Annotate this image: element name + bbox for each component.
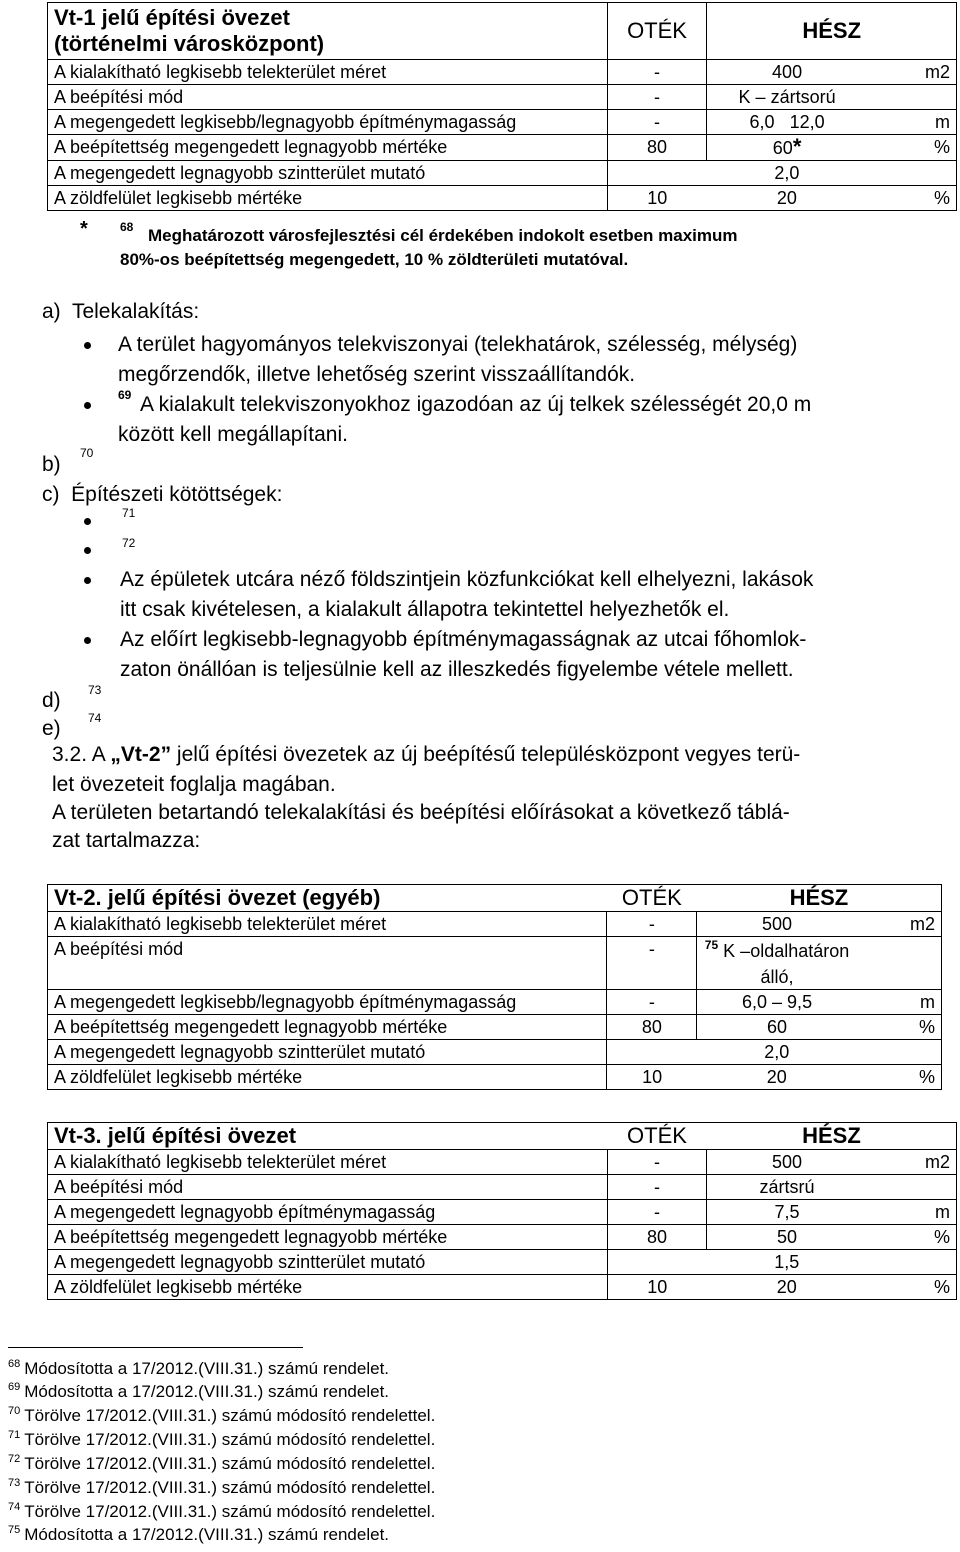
- row-otek: 10: [607, 1065, 697, 1090]
- footnote: [8, 1501, 435, 1525]
- asterisk-mark: *: [792, 134, 802, 159]
- section-c-heading: c) Építészeti kötöttségek:: [42, 483, 283, 506]
- row-hesz: 1,5: [707, 1250, 867, 1275]
- row-label: A megengedett legnagyobb szintterület mutató: [48, 1040, 607, 1065]
- footnote-text: Törölve 17/2012.(VIII.31.) számú módosító rendelettel.: [24, 1406, 436, 1425]
- table-vt1: [47, 2, 957, 211]
- row-unit: %: [867, 1225, 957, 1250]
- section-d-label: d): [42, 689, 61, 712]
- footnote-text: Törölve 17/2012.(VIII.31.) számú módosító rendelettel.: [24, 1478, 436, 1497]
- table-row: [48, 937, 942, 990]
- row-unit: [867, 1250, 957, 1275]
- row-hesz: 60: [772, 138, 793, 158]
- footnote: [8, 1381, 389, 1405]
- bullet4-line1: Az előírt legkisebb-legnagyobb építménymagasságnak az utcai főhomlok-: [120, 628, 807, 651]
- section-d-ref: 73: [88, 683, 102, 697]
- row-label: A beépítési mód: [48, 937, 607, 990]
- table-row: [48, 1150, 957, 1175]
- table-subtitle: (történelmi városközpont): [54, 31, 325, 56]
- table-row: [48, 1015, 942, 1040]
- row-otek: -: [607, 937, 697, 990]
- table-row: [48, 1200, 957, 1225]
- table-row: [48, 990, 942, 1015]
- table-row: [48, 1065, 942, 1090]
- table-header: [48, 1123, 957, 1150]
- mode-line2: álló,: [760, 967, 794, 987]
- footnote-number: 75: [8, 1524, 21, 1536]
- table-row: [48, 1275, 957, 1300]
- bullet-dot: [84, 402, 91, 409]
- para-32-line4: zat tartalmazza:: [52, 829, 201, 852]
- row-hesz: 6,0 12,0: [707, 110, 867, 135]
- row-hesz: 7,5: [707, 1200, 867, 1225]
- section-e-label: e): [42, 717, 61, 740]
- footnote-number: 71: [8, 1429, 21, 1441]
- row-label: A zöldfelület legkisebb mértéke: [48, 1065, 607, 1090]
- note-line2: 80%-os beépítettség megengedett, 10 % zöldterületi mutatóval.: [120, 250, 629, 269]
- footnote-number: 69: [8, 1381, 21, 1393]
- row-hesz: 20: [707, 1275, 867, 1300]
- row-otek: [607, 161, 707, 186]
- row-unit-empty: [857, 937, 942, 990]
- row-otek: 80: [607, 1225, 707, 1250]
- row-unit: m: [857, 990, 942, 1015]
- col-hesz: HÉSZ: [697, 885, 942, 912]
- row-otek: 10: [607, 186, 707, 211]
- bullet-dot: [84, 547, 91, 554]
- table-row: [48, 60, 957, 85]
- footnote: [8, 1524, 389, 1548]
- row-otek: [607, 1040, 697, 1065]
- footnote-text: Módosította a 17/2012.(VIII.31.) számú rendelet.: [24, 1525, 390, 1544]
- row-hesz: K – zártsorú: [707, 85, 867, 110]
- table-row: [48, 161, 957, 186]
- row-hesz: 500: [697, 912, 857, 937]
- row-unit: [867, 161, 957, 186]
- bullet-dot: [84, 637, 91, 644]
- row-label: A megengedett legkisebb/legnagyobb építménymagasság: [48, 990, 607, 1015]
- row-unit: m2: [867, 1150, 957, 1175]
- footnote-number: 74: [8, 1501, 21, 1513]
- bullet3-line1: Az épületek utcára néző földszintjein közfunkciókat kell elhelyezni, lakások: [120, 568, 814, 591]
- bullet2-ref: 69: [118, 388, 132, 402]
- row-otek: -: [607, 1150, 707, 1175]
- row-unit: %: [857, 1015, 942, 1040]
- row-hesz: 500: [707, 1150, 867, 1175]
- row-label: A megengedett legnagyobb szintterület mutató: [48, 161, 608, 186]
- bullet-dot: [84, 342, 91, 349]
- note-ref: 68: [120, 220, 134, 234]
- row-otek: -: [607, 990, 697, 1015]
- bullet2-line1: A kialakult telekviszonyokhoz igazodóan az új telkek szélességét 20,0 m: [140, 393, 812, 416]
- bullet4-line2: zaton önállóan is teljesülnie kell az illeszkedés figyelembe vétele mellett.: [120, 658, 794, 681]
- footnote-number: 73: [8, 1477, 21, 1489]
- row-label: A beépítési mód: [48, 1175, 608, 1200]
- row-label: A kialakítható legkisebb telekterület méret: [48, 60, 608, 85]
- para-32-line2: let övezeteit foglalja magában.: [52, 773, 336, 796]
- bullet-dot: [84, 577, 91, 584]
- row-label: A beépítettség megengedett legnagyobb mértéke: [48, 1015, 607, 1040]
- footnote: [8, 1477, 435, 1501]
- bullet1-line1: A terület hagyományos telekviszonyai (telekhatárok, szélesség, mélység): [118, 333, 798, 356]
- para-32-line1: [52, 740, 800, 770]
- note-line1: Meghatározott városfejlesztési cél érdekében indokolt esetben maximum: [148, 226, 738, 245]
- footnote-text: Módosította a 17/2012.(VIII.31.) számú rendelet.: [24, 1359, 390, 1378]
- row-unit: [867, 1175, 957, 1200]
- row-otek: 80: [607, 1015, 697, 1040]
- row-unit: %: [867, 186, 957, 211]
- row-unit: m: [867, 1200, 957, 1225]
- row-label: A megengedett legkisebb/legnagyobb építménymagasság: [48, 110, 608, 135]
- table-row: [48, 912, 942, 937]
- row-unit: m: [867, 110, 957, 135]
- footnote-number: 68: [8, 1358, 21, 1370]
- col-otek: OTÉK: [607, 1123, 707, 1150]
- footnote-number: 70: [8, 1405, 21, 1417]
- col-otek: OTÉK: [607, 3, 707, 60]
- section-b-label: b): [42, 453, 61, 476]
- table-title: Vt-1 jelű építési övezet: [54, 5, 290, 30]
- bullet1-line2: megőrzendők, illetve lehetőség szerint visszaállítandók.: [118, 363, 636, 386]
- para-32-prefix: 3.2. A: [52, 743, 111, 766]
- row-label: A beépítési mód: [48, 85, 608, 110]
- para-32-line3: A területen betartandó telekalakítási és beépítési előírásokat a következő táblá-: [52, 801, 790, 824]
- table-vt2: [47, 884, 942, 1090]
- row-unit: %: [867, 1275, 957, 1300]
- footnote-text: Törölve 17/2012.(VIII.31.) számú módosító rendelettel.: [24, 1502, 436, 1521]
- section-b-ref: 70: [80, 446, 94, 460]
- footnote-number: 72: [8, 1453, 21, 1465]
- table-vt3: [47, 1122, 957, 1300]
- section-a-heading: a) Telekalakítás:: [42, 300, 200, 323]
- para-32-zone: „Vt-2”: [110, 743, 172, 766]
- footnote: [8, 1453, 435, 1477]
- table-title: Vt-2. jelű építési övezet (egyéb): [48, 885, 607, 912]
- row-hesz: 400: [707, 60, 867, 85]
- footnote: [8, 1358, 389, 1382]
- row-otek: 80: [607, 135, 707, 161]
- table-header: [48, 3, 957, 60]
- row-hesz: 2,0: [697, 1040, 857, 1065]
- row-hesz: 50: [707, 1225, 867, 1250]
- row-otek: -: [607, 1200, 707, 1225]
- table-row: [48, 1040, 942, 1065]
- bullet2-line2: között kell megállapítani.: [118, 423, 348, 446]
- table-row: [48, 186, 957, 211]
- row-otek: -: [607, 85, 707, 110]
- table-row: [48, 85, 957, 110]
- row-label: A kialakítható legkisebb telekterület méret: [48, 1150, 608, 1175]
- col-otek: OTÉK: [607, 885, 697, 912]
- bullet-dot: [84, 518, 91, 525]
- row-otek: -: [607, 60, 707, 85]
- footnote-text: Módosította a 17/2012.(VIII.31.) számú rendelet.: [24, 1382, 390, 1401]
- row-label: A megengedett legnagyobb építménymagasság: [48, 1200, 608, 1225]
- section-e-ref: 74: [88, 711, 102, 725]
- row-unit: [867, 85, 957, 110]
- row-otek: -: [607, 1175, 707, 1200]
- row-unit: [857, 1040, 942, 1065]
- row-label: A beépítettség megengedett legnagyobb mértéke: [48, 135, 608, 161]
- table-row: [48, 135, 957, 161]
- footnote-text: Törölve 17/2012.(VIII.31.) számú módosító rendelettel.: [24, 1454, 436, 1473]
- row-hesz: 60: [697, 1015, 857, 1040]
- row-otek: 10: [607, 1275, 707, 1300]
- row-hesz: 2,0: [707, 161, 867, 186]
- row-unit: m2: [867, 60, 957, 85]
- row-label: A zöldfelület legkisebb mértéke: [48, 186, 608, 211]
- table-row: [48, 1250, 957, 1275]
- row-hesz: 20: [697, 1065, 857, 1090]
- row-label: A megengedett legnagyobb szintterület mutató: [48, 1250, 608, 1275]
- footnote: [8, 1429, 435, 1453]
- ref-72: 72: [122, 536, 136, 550]
- mode-ref: 75: [704, 938, 719, 952]
- table-row: [48, 110, 957, 135]
- bullet3-line2: itt csak kivételesen, a kialakult állapotra tekintettel helyezhetők el.: [120, 598, 730, 621]
- row-otek: -: [607, 912, 697, 937]
- row-hesz: zártsrú: [707, 1175, 867, 1200]
- row-otek: -: [607, 110, 707, 135]
- row-hesz: 20: [707, 186, 867, 211]
- note-star: *: [80, 218, 88, 240]
- table-row: [48, 1225, 957, 1250]
- row-label: A kialakítható legkisebb telekterület méret: [48, 912, 607, 937]
- row-unit: m2: [857, 912, 942, 937]
- row-unit: %: [867, 135, 957, 161]
- row-label: A beépítettség megengedett legnagyobb mértéke: [48, 1225, 608, 1250]
- col-hesz: HÉSZ: [707, 1123, 957, 1150]
- para-32-rest: jelű építési övezetek az új beépítésű településközpont vegyes terü-: [171, 743, 801, 766]
- ref-71: 71: [122, 506, 136, 520]
- footnote-text: Törölve 17/2012.(VIII.31.) számú módosító rendelettel.: [24, 1430, 436, 1449]
- table-title: Vt-3. jelű építési övezet: [48, 1123, 608, 1150]
- footnote: [8, 1405, 435, 1429]
- row-unit: %: [857, 1065, 942, 1090]
- mode-line1: K –oldalhatáron: [723, 941, 850, 961]
- row-otek: [607, 1250, 707, 1275]
- col-hesz: HÉSZ: [707, 3, 957, 60]
- table-row: [48, 1175, 957, 1200]
- footnote-separator: [8, 1347, 303, 1348]
- row-hesz: 6,0 – 9,5: [697, 990, 857, 1015]
- table-header: [48, 885, 942, 912]
- row-label: A zöldfelület legkisebb mértéke: [48, 1275, 608, 1300]
